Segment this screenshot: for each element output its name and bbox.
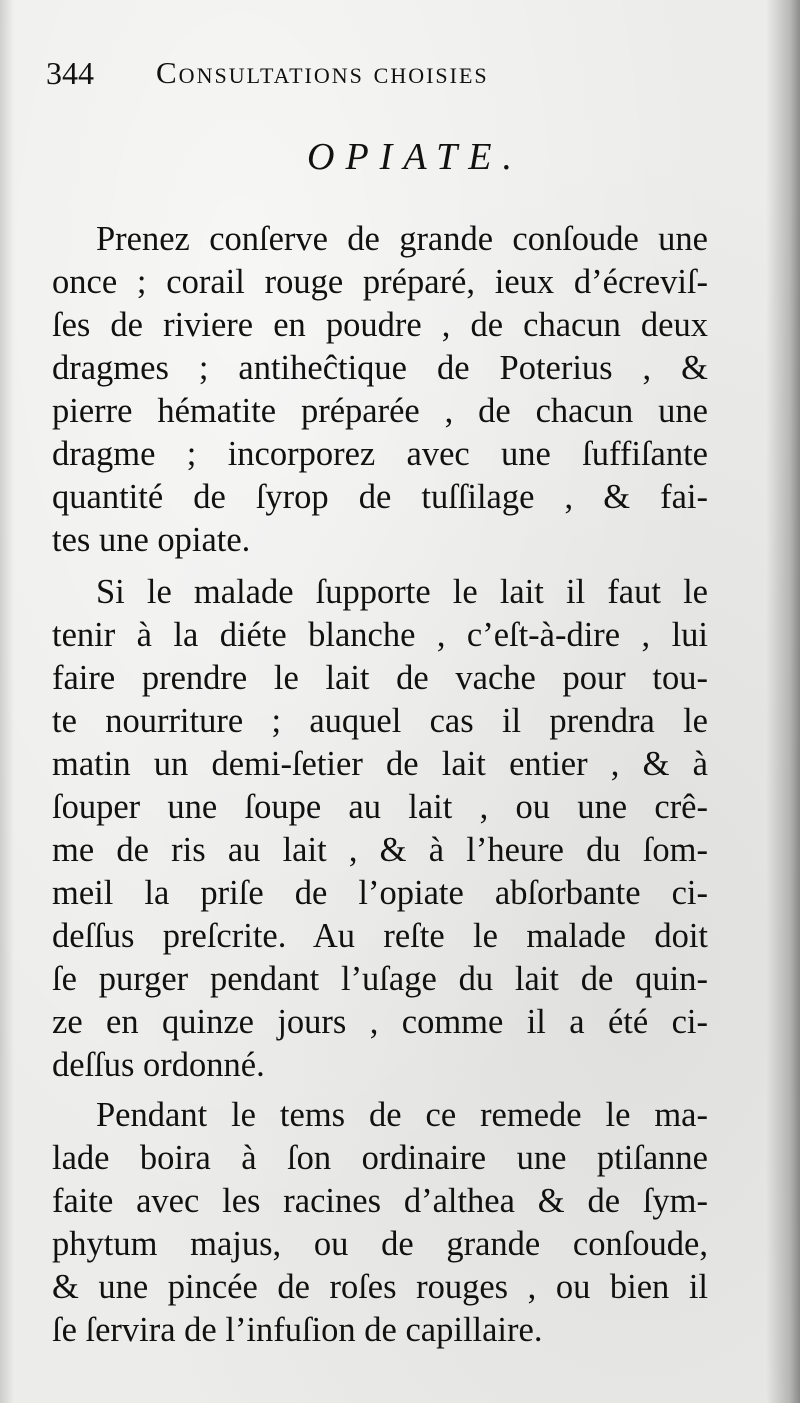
text-line: Prenez conſerve de grande conſoude une xyxy=(96,220,708,258)
text-line: tes une opiate. xyxy=(52,521,251,559)
page-number: 344 xyxy=(46,55,94,91)
running-title: Consultations choisies xyxy=(156,55,489,90)
text-line: ſouper une ſoupe au lait , ou une crê- xyxy=(52,788,708,826)
text-line: dragmes ; antiheĉtique de Poterius , & xyxy=(52,349,708,387)
page-gutter-shadow xyxy=(766,0,800,1403)
text-line: ſe purger pendant l’uſage du lait de quin- xyxy=(52,960,708,998)
text-line: Si le malade ſupporte le lait il faut le xyxy=(96,573,708,611)
text-line: ſe ſervira de l’infuſion de capillaire. xyxy=(52,1311,543,1349)
text-line: faite avec les racines d’althea & de ſym- xyxy=(52,1182,708,1220)
page-left-shadow xyxy=(0,0,14,1403)
text-line: deſſus preſcrite. Au reſte le malade doit xyxy=(52,917,708,955)
text-line: ze en quinze jours , comme il a été ci- xyxy=(52,1003,708,1041)
paragraph-tisane xyxy=(52,1094,708,1352)
paragraph-milk-diet xyxy=(52,571,708,1087)
text-line: Pendant le tems de ce remede le ma- xyxy=(96,1096,708,1134)
text-line: deſſus ordonné. xyxy=(52,1046,265,1084)
text-line: matin un demi-ſetier de lait entier , & à xyxy=(52,745,708,783)
running-header xyxy=(46,50,746,96)
text-line: pierre hématite préparée , de chacun une xyxy=(52,392,708,430)
text-line: faire prendre le lait de vache pour tou- xyxy=(52,659,708,697)
text-line: tenir à la diéte blanche , c’eſt-à-dire , lui xyxy=(52,616,708,654)
text-line: ſes de riviere en poudre , de chacun deux xyxy=(52,306,708,344)
text-line: dragme ; incorporez avec une ſuffiſante xyxy=(52,435,708,473)
text-line: lade boira à ſon ordinaire une ptiſanne xyxy=(52,1139,708,1177)
text-line: quantité de ſyrop de tuſſilage , & fai- xyxy=(52,478,708,516)
text-line: & une pincée de roſes rouges , ou bien il xyxy=(52,1268,708,1306)
paragraph-recipe xyxy=(52,218,708,562)
section-title: OPIATE. xyxy=(307,136,523,178)
text-line: te nourriture ; auquel cas il prendra le xyxy=(52,702,708,740)
text-line: phytum majus, ou de grande conſoude, xyxy=(52,1225,708,1263)
text-line: once ; corail rouge préparé, ieux d’écreviſ- xyxy=(52,263,708,301)
text-line: meil la priſe de l’opiate abſorbante ci- xyxy=(52,874,708,912)
text-line: me de ris au lait , & à l’heure du ſom- xyxy=(52,831,708,869)
